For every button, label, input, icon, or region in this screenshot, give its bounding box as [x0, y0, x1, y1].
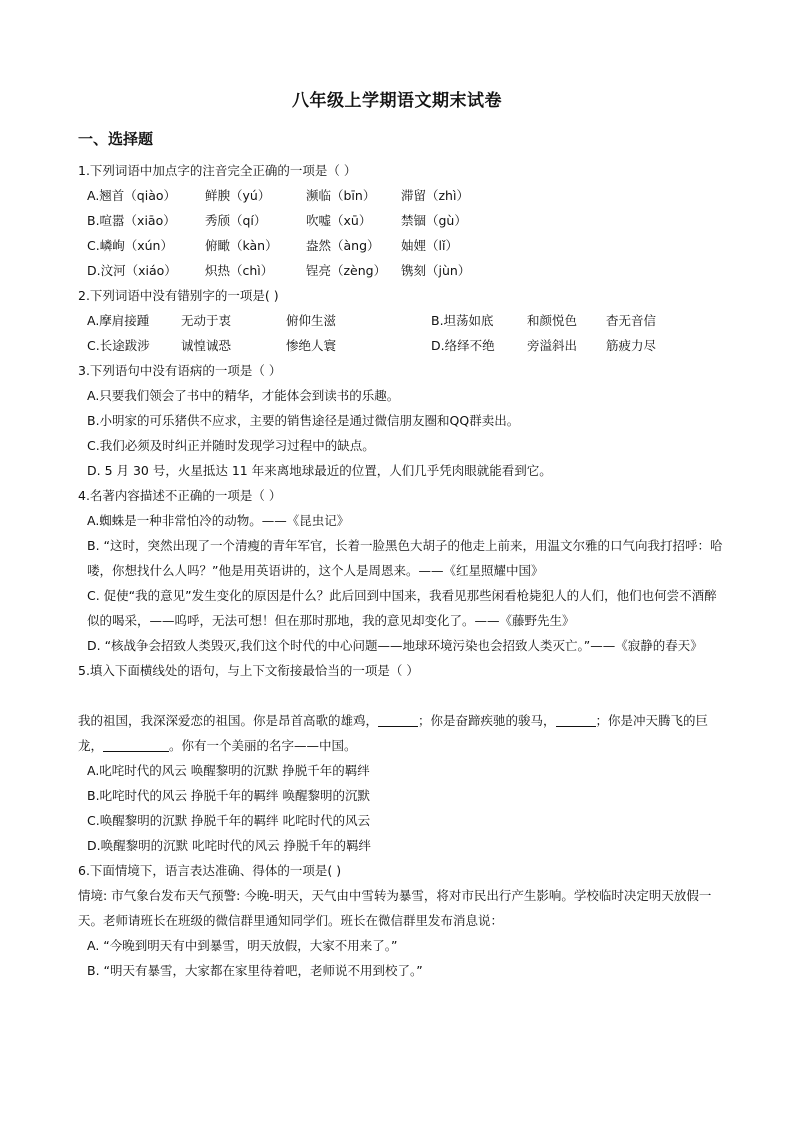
option-word: 鲜腴（yú）: [205, 188, 271, 203]
option-word: 盎然（àng）: [306, 238, 380, 253]
option-word: 炽热（chì）: [205, 263, 274, 278]
question-5-option-d: D.唤醒黎明的沉默 叱咤时代的风云 挣脱千年的羁绊: [87, 838, 372, 853]
question-4-option-d: D. “核战争会招致人类毁灭,我们这个时代的中心问题——地球环境污染也会招致人类灭亡。”——《寂静的春天》: [87, 638, 703, 653]
question-5-option-a: A.叱咤时代的风云 唤醒黎明的沉默 挣脱千年的羁绊: [87, 763, 370, 778]
option-word: D.络绎不绝: [431, 338, 495, 353]
question-5-option-b: B.叱咤时代的风云 挣脱千年的羁绊 唤醒黎明的沉默: [87, 788, 370, 803]
question-3-option-a: A.只要我们领会了书中的精华，才能体会到读书的乐趣。: [87, 388, 400, 403]
section-heading: 一、选择题: [78, 130, 154, 148]
option-word: D.汶河（xiáo）: [87, 263, 177, 278]
questions: [78, 158, 723, 983]
spacer: [78, 683, 723, 708]
question-6-option-a: A. “今晚到明天有中到暴雪，明天放假，大家不用来了。”: [87, 938, 398, 953]
question-4-stem: 4.名著内容描述不正确的一项是（ ）: [78, 488, 282, 503]
option-word: B.喧嚣（xiāo）: [87, 213, 176, 228]
question-1-stem: 1.下列词语中加点字的注音完全正确的一项是（ ）: [78, 163, 357, 178]
option-word: 秀颀（qí）: [205, 213, 267, 228]
question-1-option-a: [78, 183, 723, 208]
option-word: B.坦荡如底: [431, 313, 494, 328]
option-word: 妯娌（lǐ）: [401, 238, 458, 253]
option-word: 筋疲力尽: [606, 338, 657, 353]
question-1-option-d: [78, 258, 723, 283]
question-3-stem: 3.下列语句中没有语病的一项是（ ）: [78, 363, 282, 378]
option-word: 俯仰生滋: [286, 313, 337, 328]
passage-text: 我的祖国，我深深爱恋的祖国。你是昂首高歌的雄鸡，: [78, 713, 379, 728]
page-title: 八年级上学期语文期末试卷: [292, 91, 502, 111]
option-word: A.摩肩接踵: [87, 313, 150, 328]
passage-text: ；你是奋蹄疾驰的骏马，: [418, 713, 556, 728]
option-word: 无动于衷: [181, 313, 232, 328]
question-4-option-a: A.蜘蛛是一种非常怕冷的动物。——《昆虫记》: [87, 513, 350, 528]
question-3-option-b: B.小明家的可乐猪供不应求，主要的销售途径是通过微信朋友圈和QQ群卖出。: [87, 413, 520, 428]
passage-text: 。你有一个美丽的名字——中国。: [169, 738, 357, 753]
option-word: 杳无音信: [606, 313, 657, 328]
question-6-context: 情境: 市气象台发布天气预警: 今晚-明天，天气由中雪转为暴雪，将对市民出行产生影响。学校临时决定明天放假一天。老师请班长在班级的微信群里通知同学们。班长在微信群里发布消息说：: [78, 888, 712, 928]
option-word: 濒临（bīn）: [306, 188, 376, 203]
option-word: 惨绝人寰: [286, 338, 337, 353]
question-4-option-c: C. 促使“我的意见”发生变化的原因是什么？此后回到中国来，我看见那些闲看枪毙犯人的人们，他们也何尝不酒醉似的喝采，——呜呼，无法可想！但在那时那地，我的意见却变化了。——《藤野先生》: [87, 588, 717, 628]
passage-text: ；你是冲天腾飞的巨龙，: [78, 713, 709, 753]
question-3-option-c: C.我们必须及时纠正并随时发现学习过程中的缺点。: [87, 438, 375, 453]
option-word: 锃亮（zèng）: [306, 263, 387, 278]
option-word: 镌刻（jùn）: [401, 263, 471, 278]
option-word: C.嶙峋（xún）: [87, 238, 173, 253]
question-4-option-b: B. “这时，突然出现了一个清瘦的青年军官，长着一脸黑色大胡子的他走上前来，用温文尔雅的口气向我打招呼：哈喽，你想找什么人吗？”他是用英语讲的，这个人是周恩来。——《红星照耀中国》: [87, 538, 723, 578]
question-5-option-c: C.唤醒黎明的沉默 挣脱千年的羁绊 叱咤时代的风云: [87, 813, 371, 828]
question-5-passage: [78, 708, 723, 758]
option-word: 和颜悦色: [527, 313, 578, 328]
question-6-option-b: B. “明天有暴雪，大家都在家里待着吧，老师说不用到校了。”: [87, 963, 423, 978]
option-word: 吹嘘（xū）: [306, 213, 372, 228]
question-1-option-c: [78, 233, 723, 258]
option-word: 俯瞰（kàn）: [205, 238, 278, 253]
question-2-options-cd: [78, 333, 723, 358]
question-5-stem: 5.填入下面横线处的语句，与上下文衔接最恰当的一项是（ ）: [78, 663, 419, 678]
blank-line: [556, 712, 596, 727]
option-word: C.长途跋涉: [87, 338, 150, 353]
question-3-option-d: D. 5 月 30 号，火星抵达 11 年来离地球最近的位置，人们几乎凭肉眼就能看到它。: [87, 463, 552, 478]
blank-line: [103, 737, 169, 752]
blank-line: [378, 712, 418, 727]
option-word: 诚惶诚恐: [181, 338, 232, 353]
option-word: 禁锢（gù）: [401, 213, 467, 228]
question-6-stem: 6.下面情境下，语言表达准确、得体的一项是( ): [78, 863, 342, 878]
question-2-stem: 2.下列词语中没有错别字的一项是( ): [78, 288, 279, 303]
option-word: 滞留（zhì）: [401, 188, 469, 203]
question-2-options-ab: [78, 308, 723, 333]
option-word: 旁溢斜出: [527, 338, 578, 353]
question-1-option-b: [78, 208, 723, 233]
option-word: A.翘首（qiào）: [87, 188, 177, 203]
